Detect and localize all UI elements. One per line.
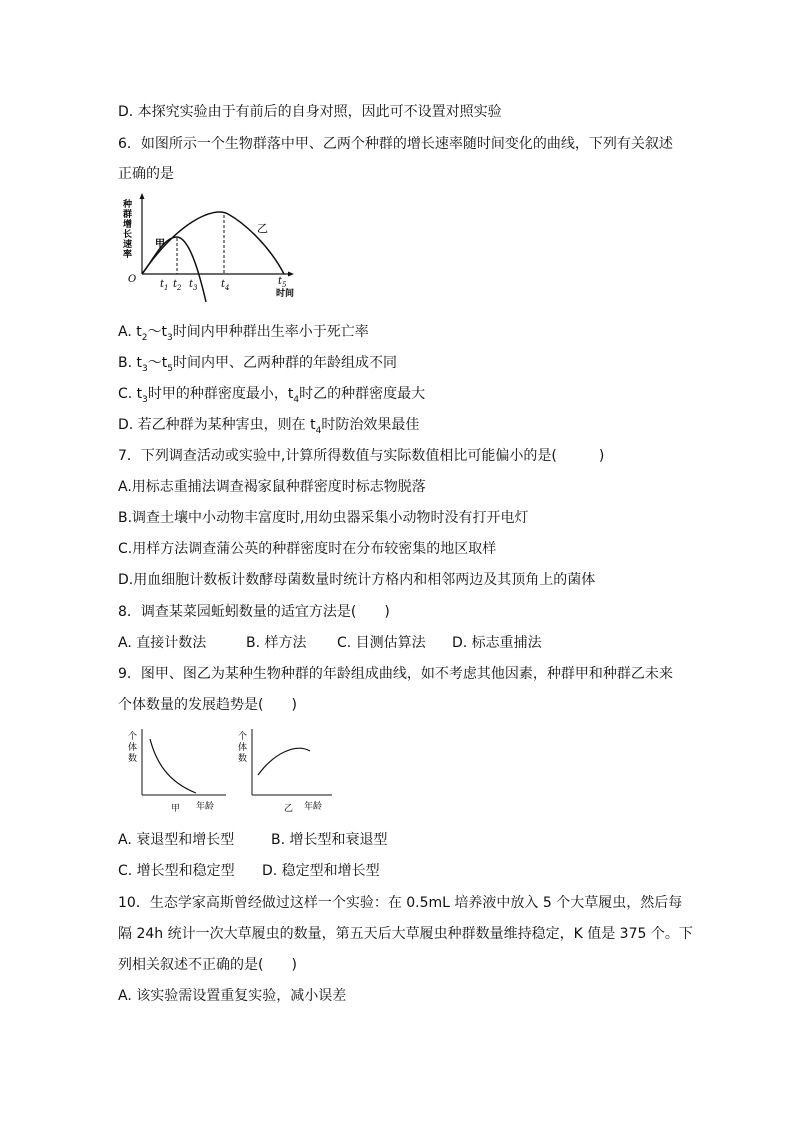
q9a-xlabel: 年龄 [196,802,215,812]
svg-text:t1 [160,279,169,292]
q6-tick-t1: t [160,279,165,290]
svg-text:t2 [173,279,182,292]
q6-growth-rate-figure [118,192,308,312]
q7-option-c: C.用样方法调查蒲公英的种群密度时在分布较密集的地区取样 [118,541,497,557]
q10-option-a: A. 该实验需设置重复实验，减小误差 [118,988,347,1004]
q10-stem-line1: 10．生态学家高斯曾经做过这样一个实验：在 0.5mL 培养液中放入 5 个大草履虫，然后每 [118,895,683,911]
q10-stem-line3: 列相关叙述不正确的是( ) [118,957,297,973]
q8-option-b: B. 样方法 [246,635,307,651]
q6-series-yi-label: 乙 [257,222,268,235]
q6-curve-jia [142,237,206,302]
q9-figure-jia [128,727,234,817]
q9-option-d: D. 稳定型和增长型 [262,863,380,879]
q6-x-axis-arrow [288,272,294,277]
q5-option-d: D. 本探究实验由于有前后的自身对照，因此可不设置对照实验 [118,104,502,120]
q9b-curve [258,748,310,775]
q9b-ylabel-char: 数 [238,754,248,764]
q8-stem: 8．调查某菜园蚯蚓数量的适宜方法是( ) [118,604,390,620]
q8-options [118,633,542,653]
q9-figure-yi [238,727,338,817]
q9b-ylabel-char: 个 [238,732,248,742]
q6-tick-t5: t [278,276,283,287]
q6-y-axis-arrow [140,193,145,199]
svg-text:t5 [278,276,287,289]
svg-text:t3 [189,279,198,292]
q9-option-b: B. 增长型和衰退型 [271,832,388,848]
q6-tick-t2: t [173,279,178,290]
q9a-ylabel-char: 数 [128,754,138,764]
q8-option-a: A. 直接计数法 [118,635,207,651]
q6-stem-line1: 6．如图所示一个生物群落中甲、乙两个种群的增长速率随时间变化的曲线，下列有关叙述 [118,136,673,152]
q6-series-jia-label: 甲 [155,239,165,250]
q9a-curve [150,739,196,793]
q6-tick-t1-sub: 1 [164,284,169,292]
svg-text:t4 [221,279,230,292]
q6-option-b: B. $t_3\sim t_5$时间内甲、乙两种群的年龄组成不同 [118,355,397,374]
q7-option-b: B.调查土壤中小动物丰富度时,用幼虫器采集小动物时没有打开电灯 [118,510,529,526]
q6-tick-t3-sub: 3 [193,284,198,292]
q9-options-row2 [118,861,380,881]
q6-ylabel-char: 长 [123,230,133,240]
q6-ylabel-char: 增 [123,220,133,230]
q6-stem-line2: 正确的是 [118,166,174,182]
q6-origin-label: O [128,274,137,285]
q9b-name: 乙 [284,804,294,814]
q6-option-d: D. 若乙种群为某种害虫，则在 $t_4$时防治效果最佳 [118,417,420,436]
q9a-ylabel-char: 体 [128,743,138,753]
q9b-xlabel: 年龄 [304,802,323,812]
q6-ylabel-char: 群 [123,210,133,220]
q6-ylabel-char: 率 [123,250,133,260]
q9-stem-line1: 9．图甲、图乙为某种生物种群的年龄组成曲线，如不考虑其他因素，种群甲和种群乙未来 [118,666,673,682]
q7-stem: 7．下列调查活动或实验中,计算所得数值与实际数值相比可能偏小的是( ) [118,448,605,464]
q6-xlabel: 时间 [276,289,295,299]
q6-ylabel-char: 种 [123,200,133,210]
q6-tick-t4: t [221,279,226,290]
q7-option-d: D.用血细胞计数板计数酵母菌数量时统计方格内和相邻两边及其顶角上的菌体 [118,572,596,588]
q9-stem-line2: 个体数量的发展趋势是( ) [118,697,297,713]
q9a-name: 甲 [171,804,181,814]
q8-option-d: D. 标志重捕法 [452,635,542,651]
q8-option-c: C. 目测估算法 [337,635,426,651]
q9-options-row1 [118,830,388,850]
q6-ylabel-char: 速 [123,240,133,250]
q6-tick-t3: t [189,279,194,290]
q10-stem-line2: 隔 24h 统计一次大草履虫的数量，第五天后大草履虫种群数量维持稳定，K 值是 375 个。下 [118,926,693,942]
q7-option-a: A.用标志重捕法调查褐家鼠种群密度时标志物脱落 [118,479,426,495]
q9b-ylabel-char: 体 [238,743,248,753]
q6-tick-t2-sub: 2 [177,284,182,292]
q6-option-c: C. $t_3$时甲的种群密度最小，$t_4$时乙的种群密度最大 [118,386,426,405]
q9a-ylabel-char: 个 [128,732,138,742]
q9-option-a: A. 衰退型和增长型 [118,832,235,848]
q9-option-c: C. 增长型和稳定型 [118,863,235,879]
q6-tick-t4-sub: 4 [225,284,230,292]
q6-option-a: A. $t_2\sim t_3$时间内甲种群出生率小于死亡率 [118,324,369,343]
q6-tick-t5-sub: 5 [282,281,287,289]
